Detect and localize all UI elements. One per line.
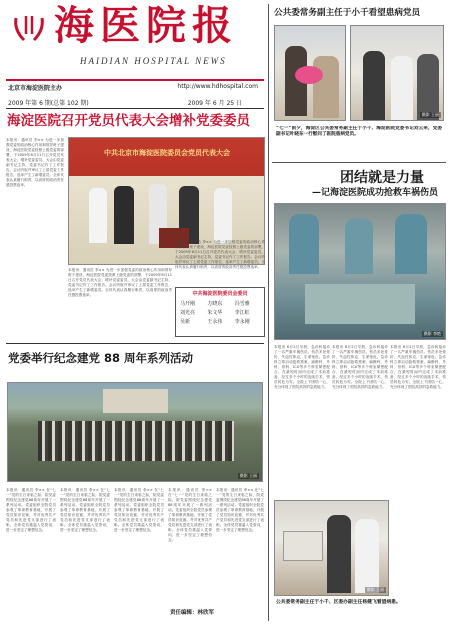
issue-date: 2009 年 6 月 25 日 <box>187 100 242 107</box>
visit-photo-left <box>274 25 346 121</box>
visit-caption: “七一”前夕，海淀区公共委常务副主任于小千、海淀医院党委书记刘云来，党委副书记叶晓东一行慰问了医院患病党员。 <box>276 126 442 137</box>
issue-line <box>8 98 262 106</box>
right-section-rule <box>272 162 446 163</box>
event-text-col5: 本报讯：通讯员 李×× 在“七一”党的生日来临之际，院党委围绕纪念建党88周年开展了一系列活动。党委组织全院党员参观了革命教育基地，开展了党员知识竞赛，并对优秀共产党员和先进党支部进行了表彰。全体党员重温入党誓词，进一步坚定了理想信念。 <box>216 488 264 532</box>
masthead <box>6 4 264 79</box>
committee-member: 王永伟 <box>207 319 223 325</box>
feature-subhead: —记海淀医院成功抢救车祸伤员 <box>312 188 439 198</box>
masthead-rule <box>6 79 264 81</box>
congress-banner: 中共北京市海淀医院委员会党员代表大会 <box>104 149 230 157</box>
feature-text-col2: 本报讯 6月2日早晨，急诊科接诊了一名严重车祸伤员。伤员多处骨折，失血性休克，生命垂危。急诊科立即启动抢救预案，麻醉科、外科、骨科、ICU等多个科室紧密配合，在最短时间内完成了术前准备，经过多个小时的连续手术，伤员转危为安。全院上下团结一心，充分体现了医院高效的急救能力。 <box>332 345 388 389</box>
issue-number: 2009 年第 6 期(总第 102 期) <box>8 100 89 107</box>
responsible-editor: 责任编辑：林欣军 <box>170 610 215 616</box>
surgery-photo <box>274 203 446 340</box>
committee-member: 朱文华 <box>207 310 223 316</box>
masthead-title: 海医院报 <box>54 2 238 49</box>
event-text-col4: 本报讯：通讯员 李×× 在“七一”党的生日来临之际，院党委围绕纪念建党88周年开展了一系列活动。党委组织全院党员参观了革命教育基地，开展了党员知识竞赛，并对优秀共产党员和先进党支部进行了表彰。全体党员重温入党誓词，进一步坚定了理想信念。 <box>168 488 212 542</box>
event-photo-credit: 摄影 王丽 <box>239 473 257 478</box>
surgery-photo-credit: 摄影 李艳 <box>423 331 441 336</box>
visit-photo-right <box>350 25 444 121</box>
committee-member: 李江虹 <box>234 310 250 316</box>
event-text-col1: 本报讯：通讯员 李×× 在“七一”党的生日来临之际，院党委围绕纪念建党88周年开展了一系列活动。党委组织全院党员参观了革命教育基地，开展了党员知识竞赛，并对优秀共产党员和先进党支部进行了表彰。全体党员重温入党誓词，进一步坚定了理想信念。 <box>6 488 56 532</box>
event-text-col3: 本报讯：通讯员 李×× 在“七一”党的生日来临之际，院党委围绕纪念建党88周年开展了一系列活动。党委组织全院党员参观了革命教育基地，开展了党员知识竞赛，并对优秀共产党员和先进党支部进行了表彰。全体党员重温入党誓词，进一步坚定了理想信念。 <box>114 488 164 532</box>
committee-box <box>175 287 265 337</box>
section-rule <box>6 343 264 344</box>
issue-rule <box>6 108 264 109</box>
right-top-headline: 公共委常务副主任于小千看望患病党员 <box>274 8 421 18</box>
committee-member: 吴新 <box>180 319 191 325</box>
hospital-logo <box>12 12 46 44</box>
committee-member: 刘光亮 <box>180 310 196 316</box>
website-url: http://www.hdhospital.com <box>177 83 258 90</box>
top-story-headline: 海淀医院召开党员代表大会增补党委委员 <box>7 113 250 129</box>
sponsor: 北京市海淀医院主办 <box>8 85 63 92</box>
bottom-photo-caption: 公共委常务副主任于小千、区委办副主任杨健飞看望病患。 <box>276 600 401 605</box>
masthead-english-title: HAIDIAN HOSPITAL NEWS <box>80 56 227 66</box>
anniversary-group-photo <box>7 382 263 482</box>
feature-text-col1: 本报讯 6月2日早晨，急诊科接诊了一名严重车祸伤员。伤员多处骨折，失血性休克，生命垂危。急诊科立即启动抢救预案，麻醉科、外科、骨科、ICU等多个科室紧密配合，在最短时间内完成了术前准备，经过多个小时的连续手术，伤员转危为安。全院上下团结一心，充分体现了医院高效的急救能力。 <box>274 345 330 389</box>
committee-member: 冯雪雅 <box>234 301 250 307</box>
column-divider <box>268 4 269 621</box>
sponsor-line <box>8 83 262 91</box>
top-story-text-left: 本报讯：通讯员 李×× 为进一步加强党委的政治核心作用和领导班子建设，海淀医院党委按照上级党委的部署，于2009年6月11日召开党员代表大会，增补党委委员。大会由党委副书记主持，党委书记作了工作报告。会议听取并审议了上届党委工作报告，选举产生了新增委员。全体代表认真履行职责，以高度的政治责任感投票选举。 <box>6 138 64 187</box>
top-story-text-mid: 本报讯：通讯员 李×× 为进一步加强党委的政治核心作用和领导班子建设，海淀医院党委按照上级党委的部署，于2009年6月11日召开党员代表大会，增补党委委员。大会由党委副书记主持，党委书记作了工作报告。会议听取并审议了上届党委工作报告，选举产生了新增委员。全体代表认真履行职责，以高度的政治责任感投票选举。 <box>68 268 172 297</box>
feature-text-col3: 本报讯 6月2日早晨，急诊科接诊了一名严重车祸伤员。伤员多处骨折，失血性休克，生命垂危。急诊科立即启动抢救预案，麻醉科、外科、骨科、ICU等多个科室紧密配合，在最短时间内完成了术前准备，经过多个小时的连续手术，伤员转危为安。全院上下团结一心，充分体现了医院高效的急救能力。 <box>390 345 446 389</box>
visit-photo-credit: 摄影 王丽 <box>421 112 439 117</box>
committee-title: 中共海淀医院委员会委员 <box>192 291 248 297</box>
committee-member: 马开刚 <box>180 301 196 307</box>
bottom-photo-credit: 摄影 王丽 <box>366 587 384 592</box>
bottom-visit-photo <box>274 500 389 596</box>
event-headline: 党委举行纪念建党 88 周年系列活动 <box>8 351 194 365</box>
event-text-col2: 本报讯：通讯员 李×× 在“七一”党的生日来临之际，院党委围绕纪念建党88周年开展了一系列活动。党委组织全院党员参观了革命教育基地，开展了党员知识竞赛，并对优秀共产党员和先进党支部进行了表彰。全体党员重温入党誓词，进一步坚定了理想信念。 <box>60 488 110 532</box>
feature-headline: 团结就是力量 <box>340 170 424 186</box>
committee-member: 李永刚 <box>234 319 250 325</box>
top-story-text-right: 本报讯：通讯员 李×× 为进一步加强党委的政治核心作用和领导班子建设，海淀医院党委按照上级党委的部署，于2009年6月11日召开党员代表大会，增补党委委员。大会由党委副书记主持，党委书记作了工作报告。会议听取并审议了上届党委工作报告，选举产生了新增委员。全体代表认真履行职责，以高度的政治责任感投票选举。 <box>175 240 265 269</box>
committee-member: 方晓东 <box>207 301 223 307</box>
